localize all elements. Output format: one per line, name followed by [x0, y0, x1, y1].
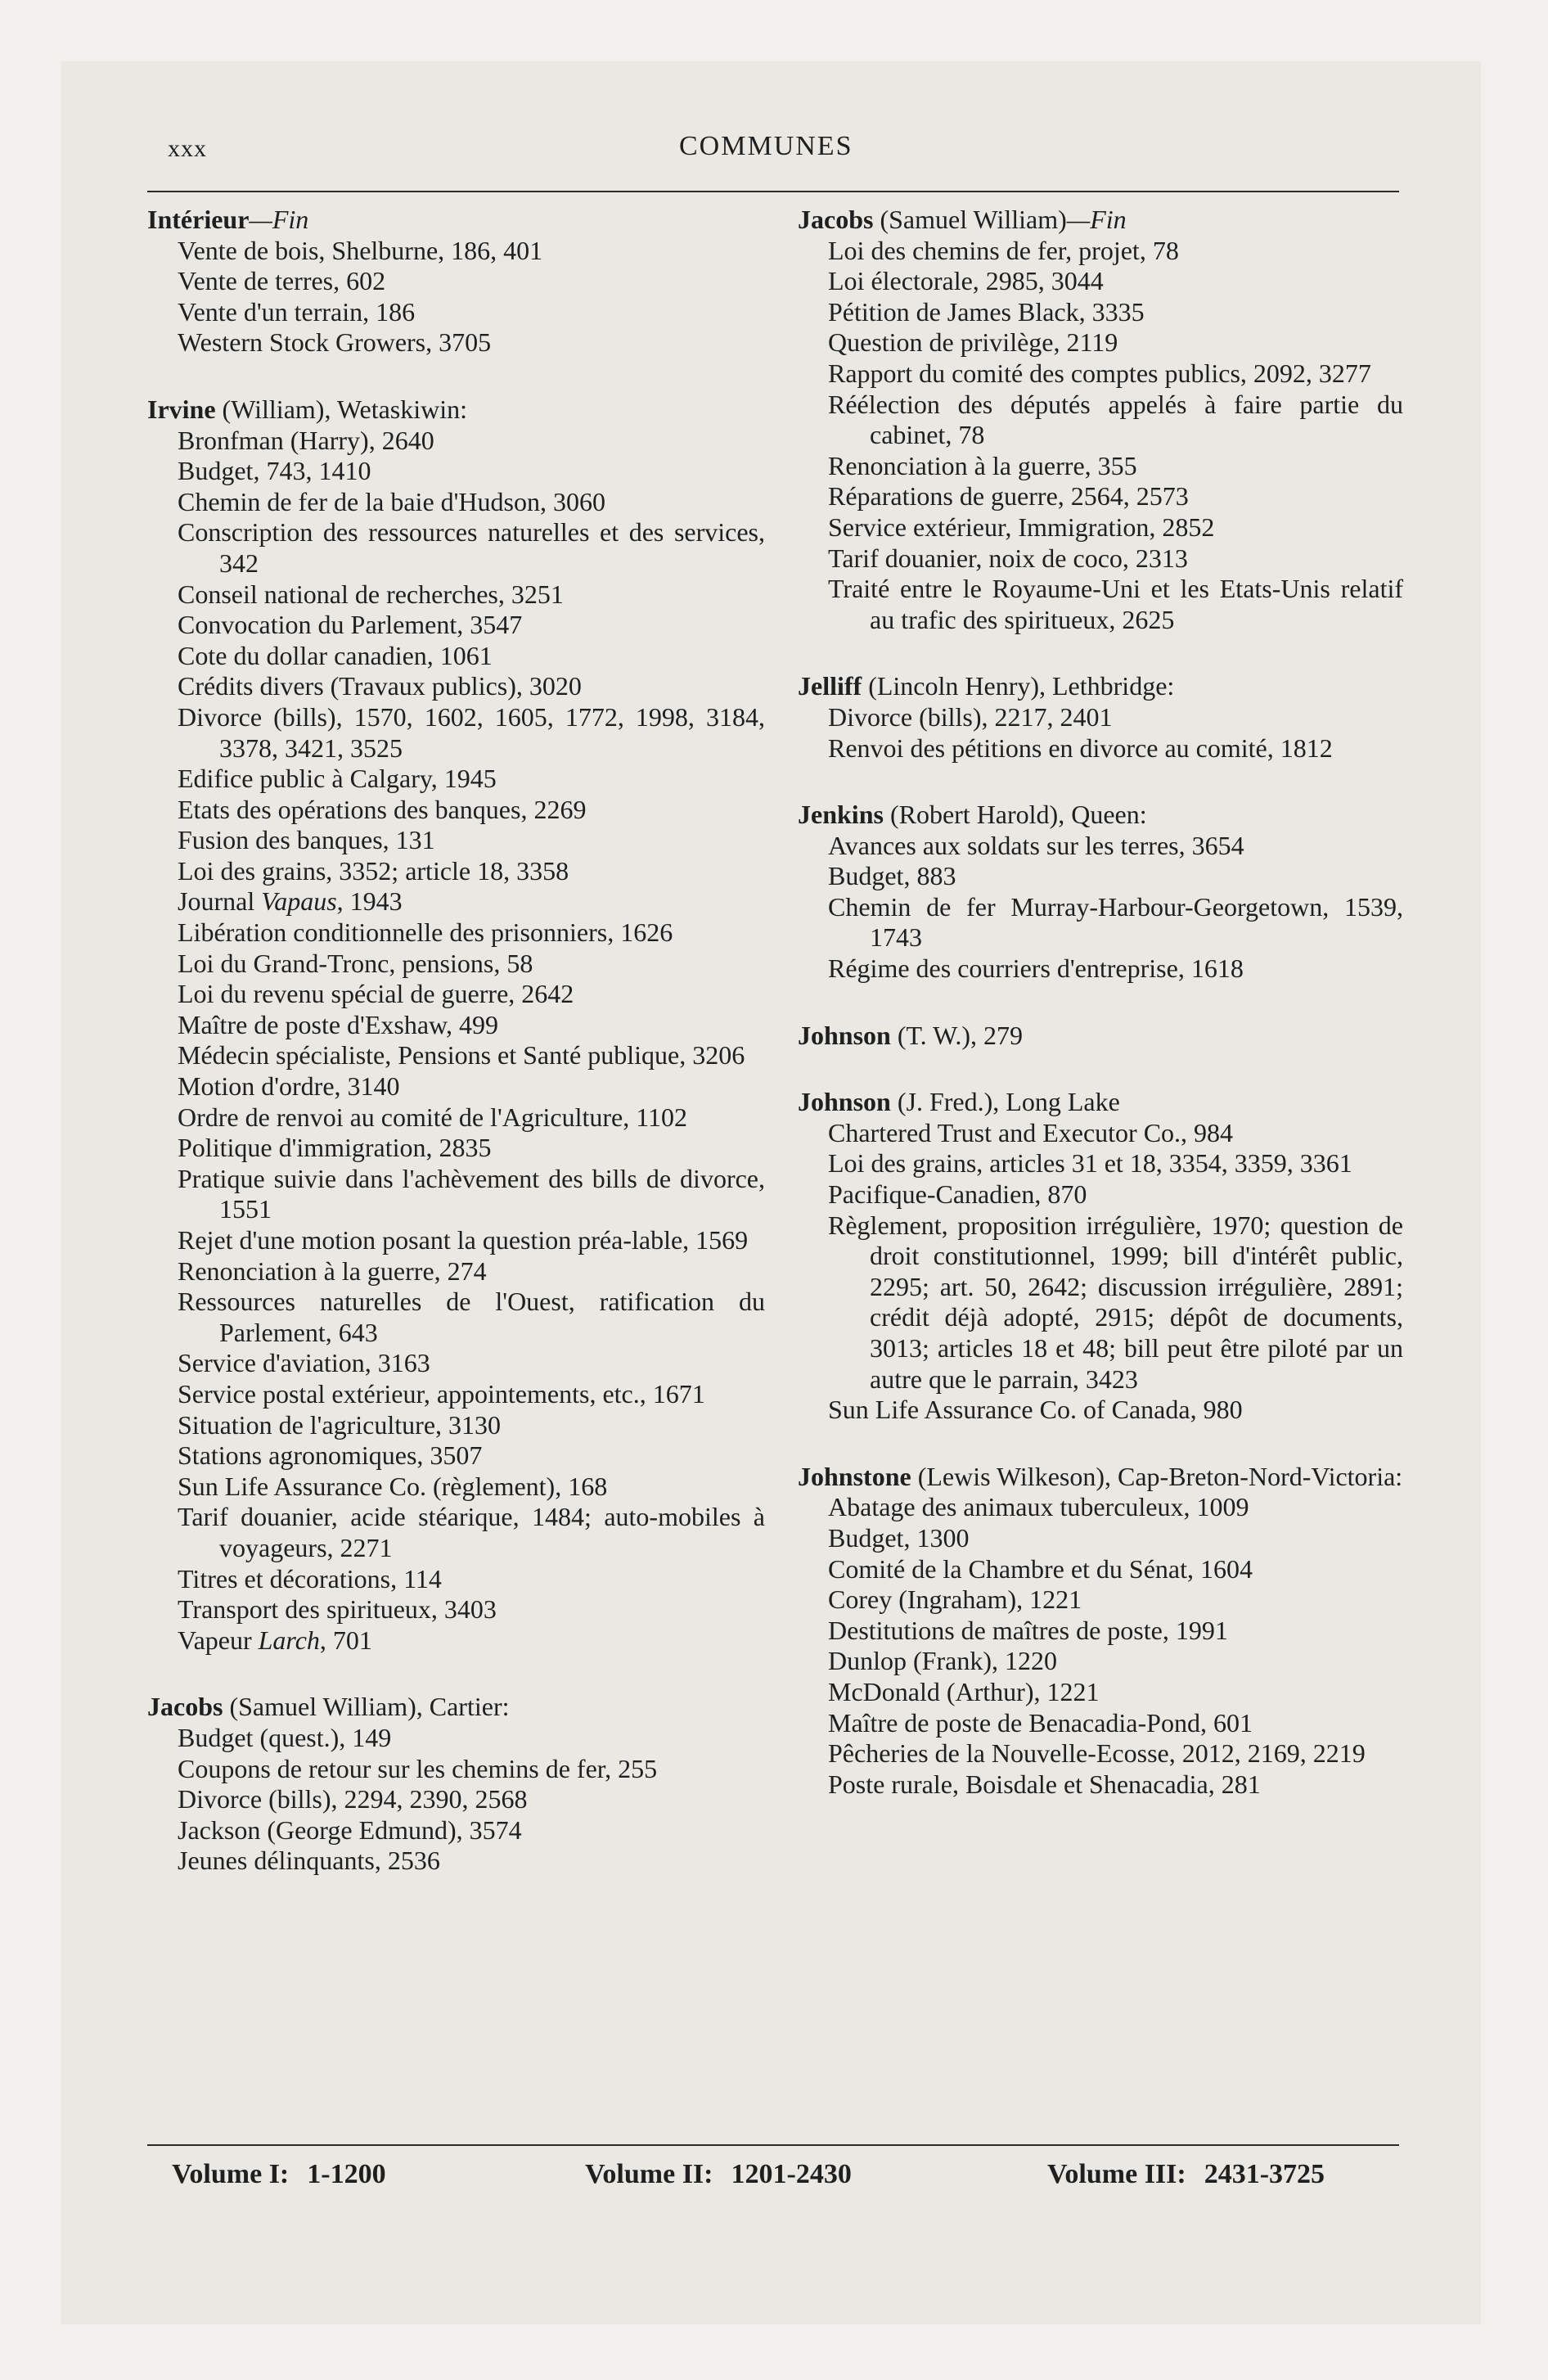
entry-continuation: —Fin — [1066, 205, 1127, 234]
entry-subitem: Libération conditionnelle des prisonniers, 1626 — [178, 917, 673, 948]
volume-footer — [172, 2159, 1399, 2200]
entry-subitem: Vente d'un terrain, 186 — [178, 296, 416, 327]
entry-subitem: Loi du Grand-Tronc, pensions, 58 — [178, 948, 533, 978]
entry-name: Johnstone — [798, 1461, 911, 1491]
entry-subitem: Journal Vapaus, 1943 — [178, 886, 403, 917]
index-entry — [147, 1692, 765, 1877]
entry-subitem: Vente de terres, 602 — [178, 266, 386, 296]
entry-subitem: Budget, 883 — [828, 861, 956, 891]
entry-subitem: Rapport du comité des comptes publics, 2092, 3277 — [828, 358, 1371, 388]
entry-subitem: Cote du dollar canadien, 1061 — [178, 640, 493, 670]
index-entry — [798, 1021, 1403, 1052]
index-entry — [798, 1462, 1403, 1801]
entry-subitem: Sun Life Assurance Co. (règlement), 168 — [178, 1471, 608, 1501]
footer-rule — [147, 2144, 1399, 2146]
entry-subitem: Loi des grains, 3352; article 18, 3358 — [178, 855, 569, 886]
entry-subitem: Corey (Ingraham), 1221 — [828, 1584, 1082, 1615]
volume-label: Volume I: — [172, 2159, 290, 2189]
entry-subitem: Traité entre le Royaume-Uni et les Etats-Unis relatif au trafic des spiritueux, 2625 — [828, 574, 1403, 634]
volume-2 — [585, 2159, 852, 2190]
entry-subitem: Loi du revenu spécial de guerre, 2642 — [178, 979, 574, 1009]
entry-subitem: Stations agronomiques, 3507 — [178, 1440, 483, 1471]
entry-details: (Samuel William) — [873, 205, 1067, 234]
volume-label: Volume II: — [585, 2159, 713, 2189]
entry-subitem: Ordre de renvoi au comité de l'Agriculture, 1102 — [178, 1102, 688, 1132]
entry-subitem: Maître de poste d'Exshaw, 499 — [178, 1009, 499, 1039]
page-number: xxx — [168, 135, 207, 162]
index-entry — [798, 671, 1403, 764]
entry-subitem: Service postal extérieur, appointements, etc., 1671 — [178, 1378, 705, 1409]
entry-subitem: Chemin de fer de la baie d'Hudson, 3060 — [178, 486, 605, 516]
entry-subitem: Avances aux soldats sur les terres, 3654 — [828, 830, 1244, 860]
entry-subitem: Réélection des députés appelés à faire partie du cabinet, 78 — [828, 389, 1403, 450]
entry-subitem: Loi des chemins de fer, projet, 78 — [828, 235, 1179, 265]
entry-subitem: Divorce (bills), 2217, 2401 — [828, 701, 1113, 732]
entry-subitem: Poste rurale, Boisdale et Shenacadia, 281 — [828, 1769, 1261, 1799]
entry-subitem: Renonciation à la guerre, 355 — [828, 450, 1137, 480]
entry-subitem: Coupons de retour sur les chemins de fer, 255 — [178, 1753, 658, 1783]
index-entry — [147, 394, 765, 1656]
entry-subitem: Budget, 743, 1410 — [178, 456, 371, 486]
entry-subitem: Conseil national de recherches, 3251 — [178, 579, 564, 609]
entry-subitem: Budget (quest.), 149 — [178, 1722, 392, 1752]
entry-subitem: Chartered Trust and Executor Co., 984 — [828, 1117, 1234, 1147]
entry-subitem: Comité de la Chambre et du Sénat, 1604 — [828, 1553, 1253, 1584]
entry-details: (Samuel William), Cartier: — [223, 1692, 510, 1722]
entry-heading — [798, 800, 1403, 831]
entry-subitem: Jackson (George Edmund), 3574 — [178, 1814, 522, 1845]
entry-subitem: Conscription des ressources naturelles et des services, 342 — [178, 517, 765, 578]
entry-name: Jenkins — [798, 800, 884, 830]
entry-subitem: Chemin de fer Murray-Harbour-Georgetown, 1539, 1743 — [828, 891, 1403, 953]
entry-subitem: Tarif douanier, noix de coco, 2313 — [828, 543, 1188, 573]
entry-name: Jelliff — [798, 671, 862, 701]
entry-details: (Lincoln Henry), Lethbridge: — [862, 671, 1175, 701]
entry-subitem: Pacifique-Canadien, 870 — [828, 1179, 1087, 1210]
entry-subitem: Renonciation à la guerre, 274 — [178, 1255, 487, 1286]
entry-subitem: Médecin spécialiste, Pensions et Santé publique, 3206 — [178, 1040, 745, 1071]
entry-subitem: Tarif douanier, acide stéarique, 1484; auto-mobiles à voyageurs, 2271 — [178, 1502, 765, 1562]
entry-subitem: Renvoi des pétitions en divorce au comité, 1812 — [828, 732, 1333, 763]
entry-continuation: —Fin — [249, 205, 309, 234]
entry-subitem: Ressources naturelles de l'Ouest, ratification du Parlement, 643 — [178, 1287, 765, 1347]
entry-name: Intérieur — [147, 205, 250, 234]
entry-details: (J. Fred.), Long Lake — [890, 1087, 1120, 1117]
volume-3 — [1047, 2159, 1325, 2190]
entry-subitem: Service extérieur, Immigration, 2852 — [828, 512, 1215, 542]
entry-subitem: Jeunes délinquants, 2536 — [178, 1846, 440, 1876]
entry-heading — [798, 205, 1403, 236]
entry-heading — [798, 1462, 1403, 1493]
entry-subitem: Rejet d'une motion posant la question préa-lable, 1569 — [178, 1225, 749, 1255]
entry-subitem: Vapeur Larch, 701 — [178, 1625, 372, 1655]
entry-subitem: Convocation du Parlement, 3547 — [178, 610, 523, 640]
entry-heading — [147, 1692, 765, 1723]
page-title: COMMUNES — [679, 131, 853, 161]
entry-heading — [147, 205, 765, 236]
entry-subitem: Crédits divers (Travaux publics), 3020 — [178, 671, 582, 701]
entry-subitem: Fusion des banques, 131 — [178, 825, 435, 855]
index-entry — [798, 205, 1403, 635]
entry-name: Irvine — [147, 394, 216, 424]
entry-details: (T. W.), 279 — [890, 1020, 1024, 1050]
header-rule — [147, 191, 1399, 192]
entry-subitem: Loi des grains, articles 31 et 18, 3354, 3359, 3361 — [828, 1148, 1352, 1179]
index-column-right — [798, 205, 1403, 1800]
entry-subitem: Règlement, proposition irrégulière, 1970; question de droit constitutionnel, 1999; bill d'intérêt public, 2295; art. 50, 2642; discussion irrégulière, 2891; crédit déjà adopté, 2915; dépôt de documents, 3013; articles 18 et 48; bill peut être piloté par un autre que le parrain, 3423 — [828, 1210, 1403, 1394]
entry-subitem: Régime des courriers d'entreprise, 1618 — [828, 953, 1244, 984]
entry-subitem: Pétition de James Black, 3335 — [828, 296, 1145, 327]
index-entry — [798, 1087, 1403, 1426]
entry-heading — [798, 1021, 1403, 1052]
volume-range: 2431-3725 — [1204, 2159, 1325, 2189]
entry-subitem: Destitutions de maîtres de poste, 1991 — [828, 1615, 1228, 1645]
entry-subitem: Titres et décorations, 114 — [178, 1563, 442, 1593]
volume-range: 1201-2430 — [731, 2159, 852, 2189]
entry-subitem: Edifice public à Calgary, 1945 — [178, 764, 497, 794]
entry-subitem: Abatage des animaux tuberculeux, 1009 — [828, 1492, 1249, 1522]
entry-details: (William), Wetaskiwin: — [215, 394, 468, 424]
entry-subitem: Loi électorale, 2985, 3044 — [828, 266, 1104, 296]
entry-subitem: Pêcheries de la Nouvelle-Ecosse, 2012, 2169, 2219 — [828, 1738, 1366, 1769]
entry-heading — [798, 671, 1403, 702]
entry-name: Jacobs — [147, 1692, 223, 1722]
entry-subitem: Pratique suivie dans l'achèvement des bills de divorce, 1551 — [178, 1163, 765, 1224]
entry-subitem: Divorce (bills), 1570, 1602, 1605, 1772, 1998, 3184, 3378, 3421, 3525 — [178, 701, 765, 763]
entry-subitem: Etats des opérations des banques, 2269 — [178, 794, 587, 824]
entry-subitem: Budget, 1300 — [828, 1522, 970, 1553]
entry-subitem: Motion d'ordre, 3140 — [178, 1071, 400, 1102]
entry-subitem: Politique d'immigration, 2835 — [178, 1133, 492, 1163]
entry-name: Johnson — [798, 1087, 891, 1117]
entry-name: Jacobs — [798, 205, 874, 234]
index-entry — [147, 205, 765, 358]
entry-subitem: Réparations de guerre, 2564, 2573 — [828, 481, 1189, 512]
entry-subitem: Transport des spiritueux, 3403 — [178, 1594, 497, 1625]
entry-subitem: Maître de poste de Benacadia-Pond, 601 — [828, 1707, 1253, 1738]
entry-details: (Lewis Wilkeson), Cap-Breton-Nord-Victoria: — [911, 1461, 1403, 1491]
entry-subitem: Service d'aviation, 3163 — [178, 1348, 430, 1378]
entry-subitem: Dunlop (Frank), 1220 — [828, 1646, 1057, 1676]
volume-label: Volume III: — [1047, 2159, 1186, 2189]
volume-range: 1-1200 — [307, 2159, 386, 2189]
entry-subitem: Question de privilège, 2119 — [828, 327, 1118, 358]
entry-heading — [798, 1087, 1403, 1118]
entry-subitem: Divorce (bills), 2294, 2390, 2568 — [178, 1784, 528, 1814]
entry-name: Johnson — [798, 1020, 891, 1050]
entry-subitem: Sun Life Assurance Co. of Canada, 980 — [828, 1395, 1243, 1425]
entry-subitem: Western Stock Growers, 3705 — [178, 327, 492, 358]
volume-1 — [172, 2159, 386, 2190]
entry-subitem: McDonald (Arthur), 1221 — [828, 1676, 1100, 1706]
entry-details: (Robert Harold), Queen: — [883, 800, 1147, 830]
index-column-left — [147, 205, 765, 1877]
entry-heading — [147, 394, 765, 426]
entry-subitem: Vente de bois, Shelburne, 186, 401 — [178, 235, 543, 265]
entry-subitem: Bronfman (Harry), 2640 — [178, 425, 434, 455]
index-entry — [798, 800, 1403, 985]
entry-subitem: Situation de l'agriculture, 3130 — [178, 1409, 502, 1440]
